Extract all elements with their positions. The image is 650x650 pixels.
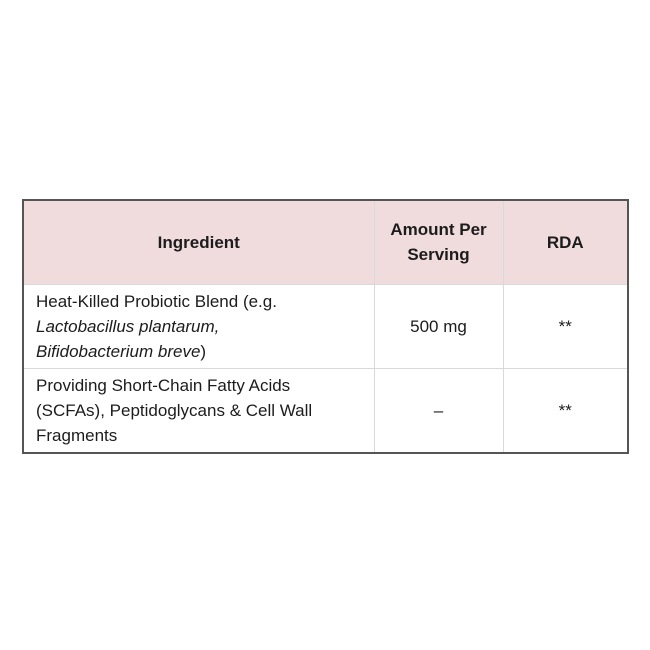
header-amount-per-serving: Amount Per Serving: [374, 200, 503, 284]
ingredient-text-segment: ): [200, 341, 207, 361]
header-rda: RDA: [503, 200, 628, 284]
rda-cell: **: [503, 368, 628, 453]
table-row-scfas: [23, 368, 628, 453]
table-row-probiotic-blend: [23, 284, 628, 368]
ingredient-species-name: Lactobacillus plantarum,: [36, 316, 220, 336]
ingredient-cell: [23, 368, 374, 453]
amount-cell: 500 mg: [374, 284, 503, 368]
ingredient-text-segment: Fragments: [36, 425, 118, 445]
ingredient-text-segment: Heat-Killed Probiotic Blend (e.g.: [36, 291, 277, 311]
ingredient-text-segment: Providing Short-Chain Fatty Acids: [36, 375, 291, 395]
rda-cell: **: [503, 284, 628, 368]
ingredient-species-name: Bifidobacterium breve: [36, 341, 201, 361]
header-row: [23, 200, 628, 284]
ingredient-text-segment: (SCFAs), Peptidoglycans & Cell Wall: [36, 400, 313, 420]
supplement-facts-table: [22, 199, 629, 454]
ingredient-cell: [23, 284, 374, 368]
amount-cell: –: [374, 368, 503, 453]
header-ingredient: Ingredient: [23, 200, 374, 284]
